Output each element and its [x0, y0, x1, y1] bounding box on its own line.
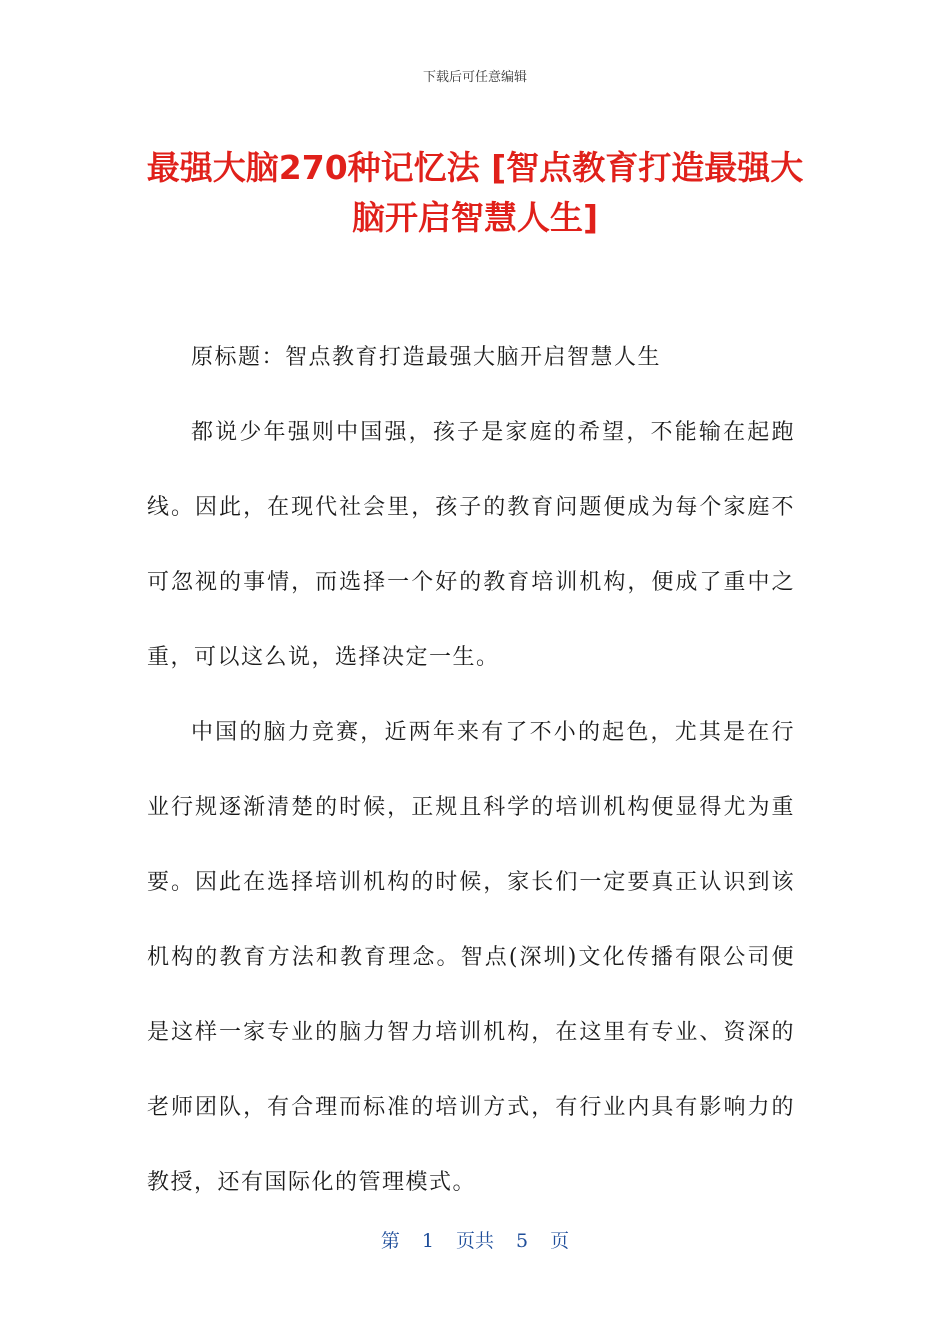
header-note: 下载后可任意编辑 [422, 70, 527, 85]
document-body [147, 320, 795, 1220]
footer-page-middle: 页共 [455, 1230, 494, 1252]
footer-total-pages: 5 [516, 1230, 529, 1252]
paragraph-intro: 都说少年强则中国强，孩子是家庭的希望，不能输在起跑线。因此，在现代社会里，孩子的教育问题便成为每个家庭不可忽视的事情，而选择一个好的教育培训机构，便成了重中之重，可以这么说，选择决定一生。 [147, 420, 795, 670]
paragraph-original-title: 原标题：智点教育打造最强大脑开启智慧人生 [191, 345, 662, 370]
paragraph-brain-competition: 中国的脑力竞赛，近两年来有了不小的起色，尤其是在行业行规逐渐清楚的时候，正规且科学的培训机构便显得尤为重要。因此在选择培训机构的时候，家长们一定要真正认识到该机构的教育方法和教育理念。智点(深圳)文化传播有限公司便是这样一家专业的脑力智力培训机构，在这里有专业、资深的老师团队，有合理而标准的培训方式，有行业内具有影响力的教授，还有国际化的管理模式。 [147, 720, 795, 1195]
footer-current-page: 1 [421, 1230, 434, 1252]
footer-page-prefix: 第 [380, 1230, 400, 1252]
page-footer [0, 1226, 950, 1253]
footer-page-suffix: 页 [550, 1230, 570, 1252]
document-title: 最强大脑270种记忆法 [智点教育打造最强大脑开启智慧人生] [146, 148, 804, 237]
